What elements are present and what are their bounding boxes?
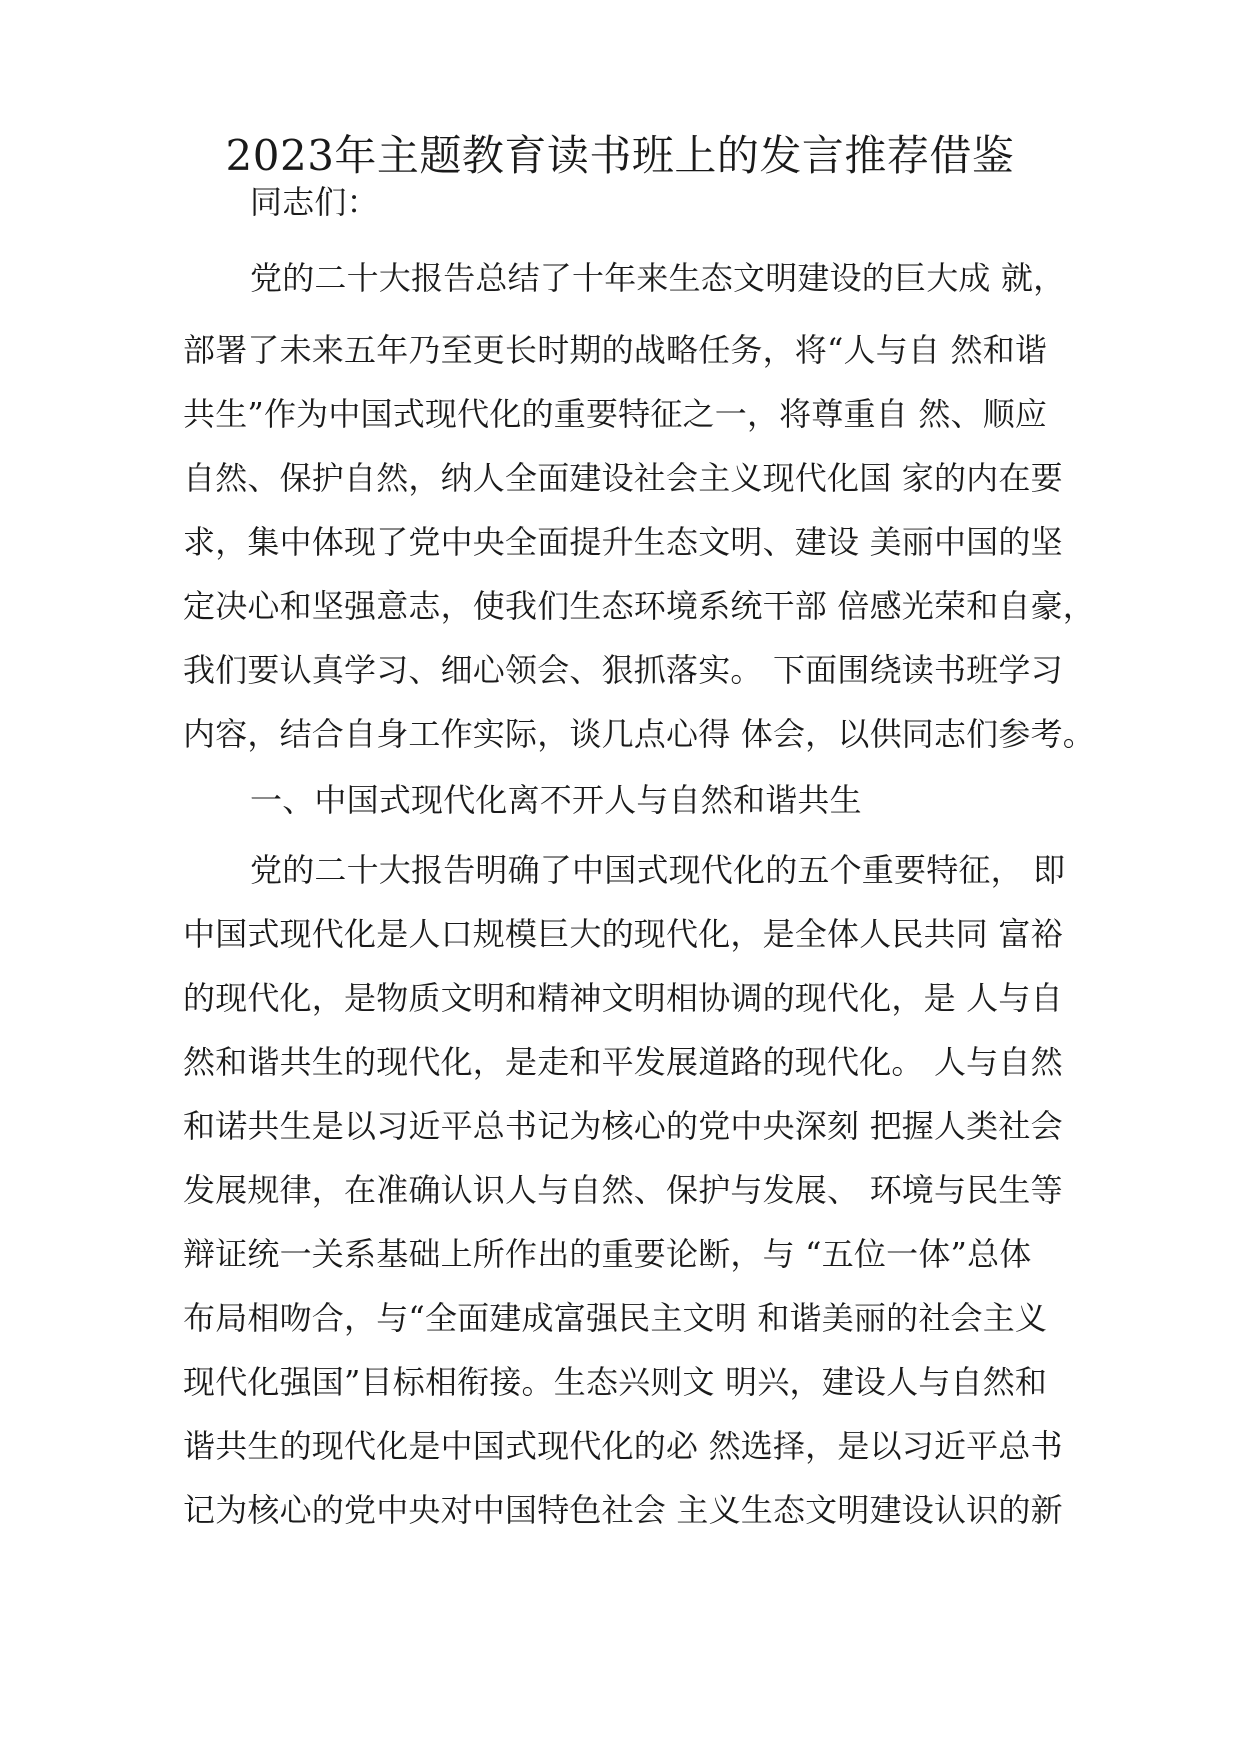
salutation: 同志们： <box>250 183 379 221</box>
paragraph-line: 和诺共生是以习近平总书记为核心的党中央深刻 把握人类社会 <box>183 1107 1063 1145</box>
paragraph-line: 的现代化，是物质文明和精神文明相协调的现代化，是 人与自 <box>183 979 1063 1017</box>
paragraph-line: 内容，结合自身工作实际，谈几点心得 体会，以供同志们参考。 <box>183 715 1095 753</box>
paragraph-line: 辩证统一关系基础上所作出的重要论断，与 “五位一体”总体 <box>183 1235 1032 1273</box>
paragraph-line: 然和谐共生的现代化，是走和平发展道路的现代化。 人与自然 <box>183 1043 1063 1081</box>
paragraph-line: 发展规律，在准确认识人与自然、保护与发展、 环境与民生等 <box>183 1171 1063 1209</box>
paragraph-line: 定决心和坚强意志，使我们生态环境系统干部 倍感光荣和自豪， <box>183 587 1095 625</box>
paragraph-line: 党的二十大报告总结了十年来生态文明建设的巨大成 就， <box>250 259 1066 297</box>
document-title: 2023年主题教育读书班上的发言推荐借鉴 <box>225 131 1015 180</box>
paragraph-line: 谐共生的现代化是中国式现代化的必 然选择，是以习近平总书 <box>183 1427 1063 1465</box>
paragraph-line: 中国式现代化是人口规模巨大的现代化，是全体人民共同 富裕 <box>183 915 1063 953</box>
paragraph-line: 布局相吻合，与“全面建成富强民主文明 和谐美丽的社会主义 <box>183 1299 1048 1337</box>
paragraph-line: 党的二十大报告明确了中国式现代化的五个重要特征， 即 <box>250 851 1066 889</box>
paragraph-line: 现代化强国”目标相衔接。生态兴则文 明兴，建设人与自然和 <box>183 1363 1048 1401</box>
paragraph-line: 记为核心的党中央对中国特色社会 主义生态文明建设认识的新 <box>183 1491 1063 1529</box>
paragraph-line: 我们要认真学习、细心领会、狠抓落实。 下面围绕读书班学习 <box>183 651 1063 689</box>
paragraph-line: 自然、保护自然，纳人全面建设社会主义现代化国 家的内在要 <box>183 459 1063 497</box>
paragraph-line: 求，集中体现了党中央全面提升生态文明、建设 美丽中国的坚 <box>183 523 1063 561</box>
section-heading: 一、中国式现代化离不开人与自然和谐共生 <box>250 781 862 819</box>
paragraph-line: 部署了未来五年乃至更长时期的战略任务，将“人与自 然和谐 <box>183 331 1048 369</box>
paragraph-line: 共生”作为中国式现代化的重要特征之一，将尊重自 然、顺应 <box>183 395 1048 433</box>
